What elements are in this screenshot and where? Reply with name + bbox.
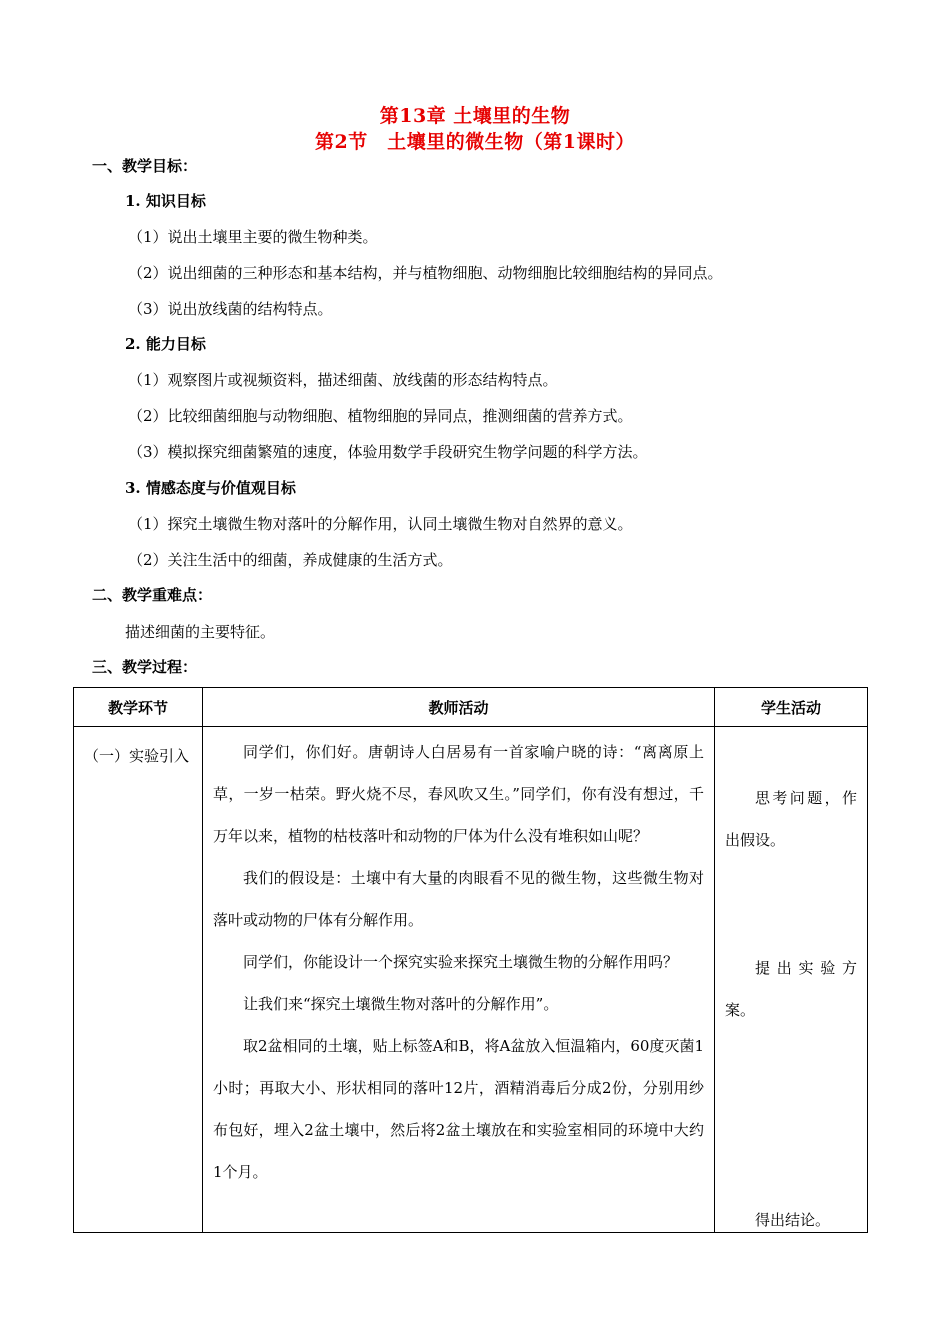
key-points-heading: 二、教学重难点： <box>92 586 213 604</box>
header-teacher: 教师活动 <box>203 688 715 727</box>
stage-cell: （一）实验引入 <box>74 727 203 1233</box>
knowledge-item-2: （2）说出细菌的三种形态和基本结构，并与植物细胞、动物细胞比较细胞结构的异同点。 <box>128 264 723 282</box>
chapter-title: 第13章 土壤里的生物 <box>379 105 571 127</box>
knowledge-item-3: （3）说出放线菌的结构特点。 <box>128 300 333 318</box>
process-table <box>73 687 868 1233</box>
teacher-paragraph: 我们的假设是：土壤中有大量的肉眼看不见的微生物，这些微生物对落叶或动物的尸体有分解作用。 <box>213 869 704 929</box>
teacher-paragraph: 让我们来“探究土壤微生物对落叶的分解作用”。 <box>243 995 559 1013</box>
knowledge-heading: 1. 知识目标 <box>125 192 206 210</box>
table-header-row <box>74 688 868 727</box>
ability-item-3: （3）模拟探究细菌繁殖的速度，体验用数学手段研究生物学问题的科学方法。 <box>128 443 648 461</box>
table-row <box>74 727 868 1233</box>
header-stage: 教学环节 <box>74 688 203 727</box>
emotion-heading: 3. 情感态度与价值观目标 <box>125 479 296 497</box>
student-activity-cell <box>715 727 868 1233</box>
emotion-item-1: （1）探究土壤微生物对落叶的分解作用，认同土壤微生物对自然界的意义。 <box>128 515 633 533</box>
emotion-item-2: （2）关注生活中的细菌，养成健康的生活方式。 <box>128 551 453 569</box>
knowledge-item-1: （1）说出土壤里主要的微生物种类。 <box>128 228 378 246</box>
student-activity-3: 得出结论。 <box>755 1211 831 1229</box>
teacher-activity-cell <box>203 727 715 1233</box>
teacher-paragraph: 同学们，你们好。唐朝诗人白居易有一首家喻户晓的诗：“离离原上草，一岁一枯荣。野火烧不尽，春风吹又生。”同学们，你有没有想过，千万年以来，植物的枯枝落叶和动物的尸体为什么没有堆积如山呢？ <box>213 743 704 845</box>
key-points-text: 描述细菌的主要特征。 <box>125 623 276 641</box>
header-student: 学生活动 <box>715 688 868 727</box>
ability-item-2: （2）比较细菌细胞与动物细胞、植物细胞的异同点，推测细菌的营养方式。 <box>128 407 633 425</box>
teacher-paragraph: 同学们，你能设计一个探究实验来探究土壤微生物的分解作用吗？ <box>243 953 679 971</box>
teacher-paragraph: 取2盆相同的土壤，贴上标签A和B，将A盆放入恒温箱内，60度灭菌1小时；再取大小、形状相同的落叶12片，酒精消毒后分成2份，分别用纱布包好，埋入2盆土壤中，然后将2盆土壤放在和实验室相同的环境中大约1个月。 <box>213 1037 704 1181</box>
objectives-heading: 一、教学目标： <box>92 157 198 175</box>
student-activity-2: 提出实验方案。 <box>725 959 857 1019</box>
section-title: 第2节 土壤里的微生物（第1课时） <box>315 131 635 153</box>
ability-heading: 2. 能力目标 <box>125 335 206 353</box>
ability-item-1: （1）观察图片或视频资料，描述细菌、放线菌的形态结构特点。 <box>128 371 558 389</box>
student-activity-1: 思考问题，作出假设。 <box>725 789 857 849</box>
process-heading: 三、教学过程： <box>92 658 198 676</box>
